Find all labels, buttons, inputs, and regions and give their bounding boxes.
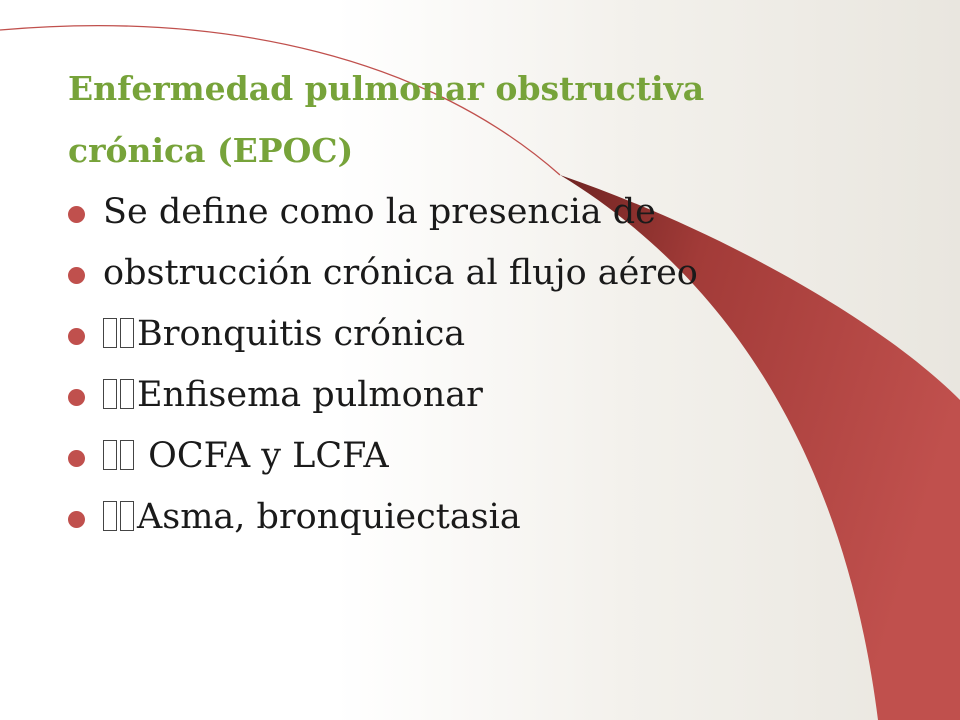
bullet-item [68,182,868,243]
bullet-dot-icon [68,267,85,284]
missing-glyph-icon [103,307,137,341]
slide-content [68,58,868,548]
bullet-dot-icon [68,389,85,406]
bullet-item [68,304,868,365]
bullet-dot-icon [68,206,85,223]
missing-glyph-icon [103,368,137,402]
bullet-text: OCFA y LCFA [137,436,389,476]
bullet-dot-icon [68,328,85,345]
bullet-dot-icon [68,511,85,528]
bullet-item [68,426,868,487]
missing-glyph-icon [103,490,137,524]
bullet-text: Asma, bronquiectasia [137,497,521,537]
bullet-text: obstrucción crónica al flujo aéreo [103,253,698,293]
title-line-1: Enfermedad pulmonar obstructiva [68,69,705,108]
bullet-item [68,243,868,304]
bullet-item [68,365,868,426]
bullet-text: Se define como la presencia de [103,192,656,232]
slide-title [68,58,868,182]
bullet-text: Enfisema pulmonar [137,375,483,415]
missing-glyph-icon [103,429,137,463]
bullet-text: Bronquitis crónica [137,314,466,354]
bullet-list [68,182,868,548]
bullet-dot-icon [68,450,85,467]
title-line-2: crónica (EPOC) [68,131,354,170]
bullet-item [68,487,868,548]
